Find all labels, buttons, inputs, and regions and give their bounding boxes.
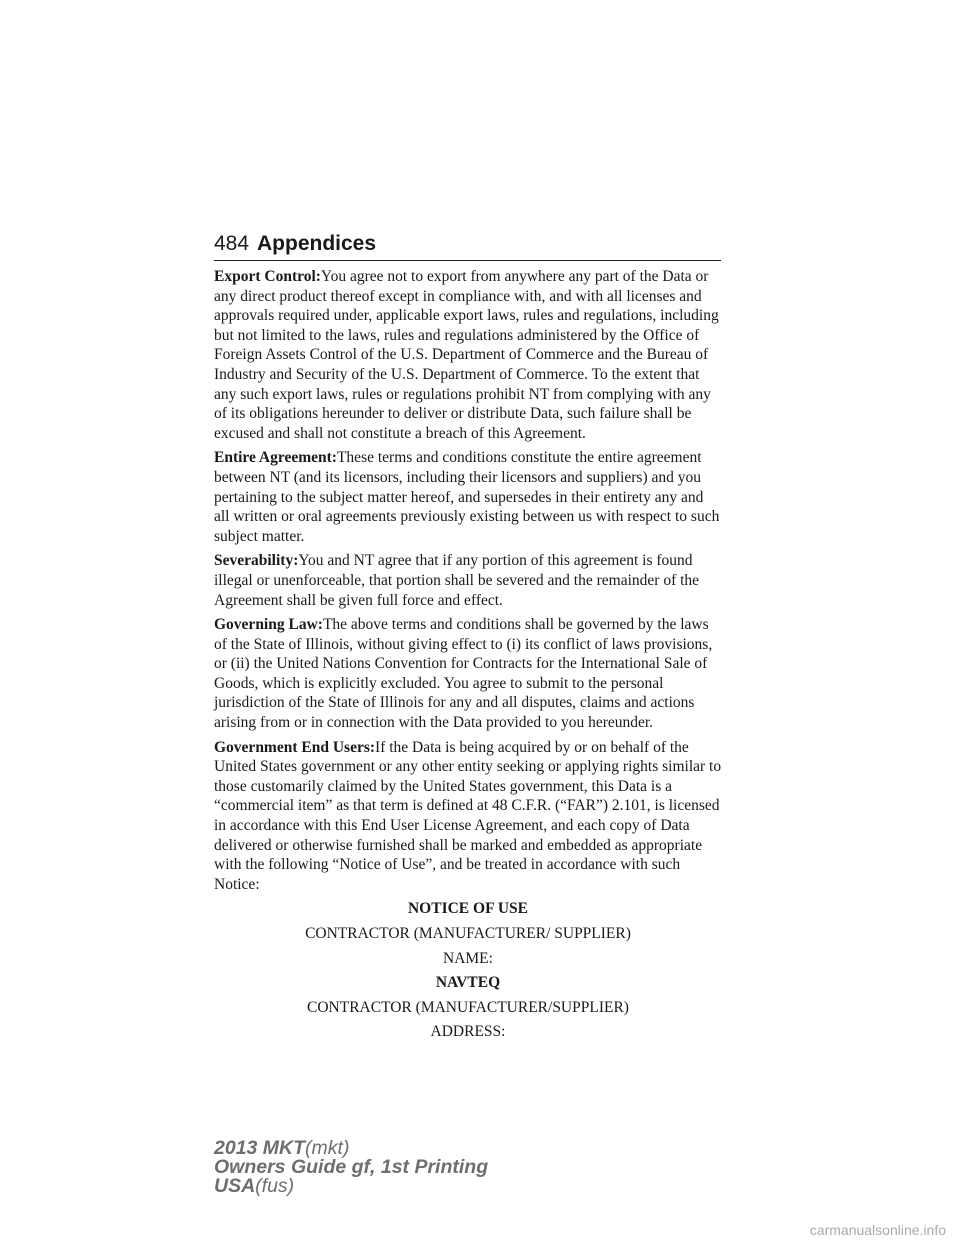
paragraph-heading: Government End Users: bbox=[214, 738, 376, 756]
footer-model-code: (mkt) bbox=[305, 1137, 350, 1159]
page-header bbox=[214, 232, 721, 261]
paragraph-text: These terms and conditions constitute the entire agreement between NT (and its licensors, including their licensors and suppliers) and you pertaining to the subject matter hereof, and supersedes in their entirety any and all written or oral agreements previously existing between us with respect to such subject matter. bbox=[214, 449, 720, 545]
paragraph-export-control bbox=[214, 267, 722, 443]
paragraph-heading: Governing Law: bbox=[214, 616, 323, 634]
paragraph-government-end-users bbox=[214, 738, 722, 895]
watermark: carmanualsonline.info bbox=[809, 1222, 946, 1238]
notice-contractor-name-label: CONTRACTOR (MANUFACTURER/ SUPPLIER) bbox=[305, 925, 631, 942]
footer-region: USA bbox=[214, 1175, 256, 1197]
footer-model: 2013 MKT bbox=[214, 1137, 306, 1159]
footer-region-line bbox=[214, 1177, 488, 1196]
notice-address-label: ADDRESS: bbox=[430, 1023, 506, 1041]
notice-name-label: NAME: bbox=[443, 949, 493, 967]
notice-title: NOTICE OF USE bbox=[407, 900, 528, 918]
page-number: 484 bbox=[214, 232, 250, 255]
paragraph-text: If the Data is being acquired by or on behalf of the United States government or any other entity seeking or applying rights similar to those customarily claimed by the United States government, this Data is a “commercial item” as that term is defined at 48 C.F.R. (“FAR”) 2.101, is licensed in accordance with this End User License Agreement, and each copy of Data delivered or otherwise furnished shall be marked and embedded as appropriate with the following “Notice of Use”, and be treated in accordance with such Notice: bbox=[214, 738, 722, 893]
notice-of-use bbox=[214, 899, 722, 1042]
notice-company: NAVTEQ bbox=[435, 974, 501, 992]
footer-guide: Owners Guide gf, 1st Printing bbox=[214, 1156, 489, 1178]
paragraph-heading: Entire Agreement: bbox=[214, 449, 337, 467]
paragraph-text: You and NT agree that if any portion of this agreement is found illegal or unenforceable, that portion shall be severed and the remainder of the Agreement shall be given full force and effect. bbox=[214, 552, 700, 609]
page-content bbox=[214, 267, 722, 1047]
section-title: Appendices bbox=[257, 232, 377, 255]
print-footer bbox=[214, 1139, 488, 1196]
notice-contractor-address-label: CONTRACTOR (MANUFACTURER/SUPPLIER) bbox=[307, 998, 629, 1016]
paragraph-severability bbox=[214, 551, 722, 610]
paragraph-text: You agree not to export from anywhere any part of the Data or any direct product thereof except in compliance with, and with all licenses and approvals required under, applicable export laws, rules and regulations, including but not limited to the laws, rules and regulations administered by the Office of Foreign Assets Control of the U.S. Department of Commerce and the Bureau of Industry and Security of the U.S. Department of Commerce. To the extent that any such export laws, rules or regulations prohibit NT from complying with any of its obligations hereunder to deliver or distribute Data, such failure shall be excused and shall not constitute a breach of this Agreement. bbox=[214, 268, 719, 442]
paragraph-heading: Export Control: bbox=[214, 268, 321, 285]
paragraph-governing-law bbox=[214, 615, 722, 733]
footer-region-code: (fus) bbox=[255, 1175, 295, 1197]
paragraph-heading: Severability: bbox=[214, 552, 299, 570]
paragraph-text: The above terms and conditions shall be governed by the laws of the State of Illinois, without giving effect to (i) its conflict of laws provisions, or (ii) the United Nations Convention for Contracts for the International Sale of Goods, which is explicitly excluded. You agree to submit to the personal jurisdiction of the State of Illinois for any and all disputes, claims and actions arising from or in connection with the Data provided to you hereunder. bbox=[214, 616, 713, 732]
paragraph-entire-agreement bbox=[214, 448, 722, 546]
